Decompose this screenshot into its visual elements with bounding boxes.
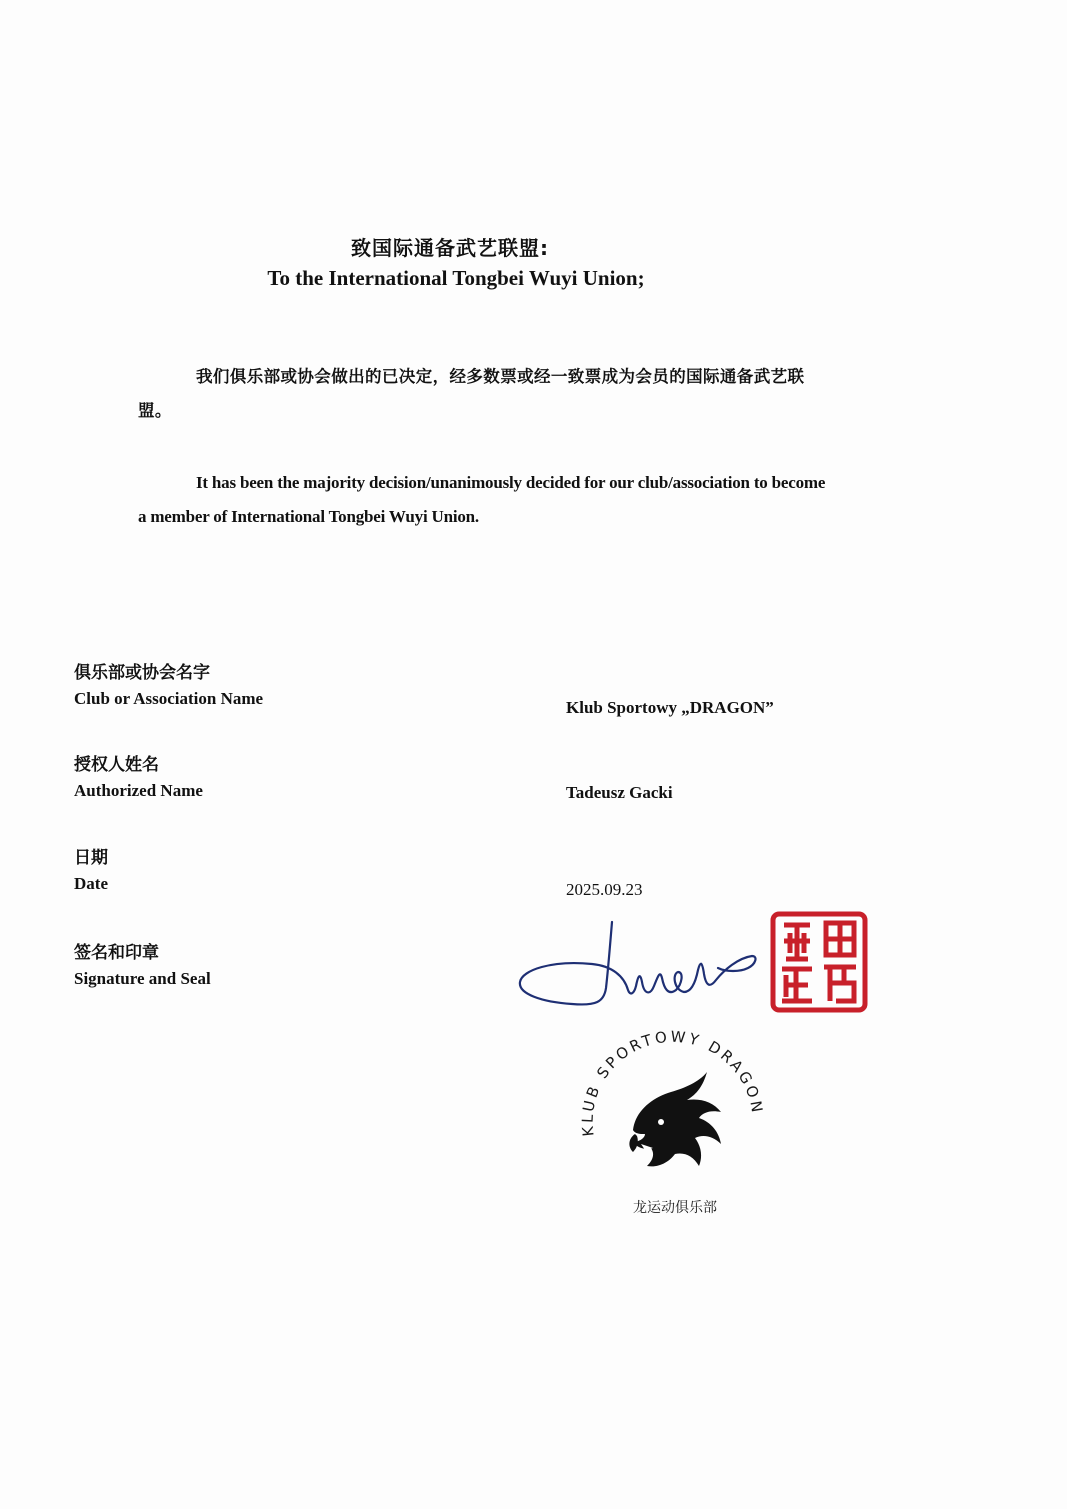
club-name-label-zh: 俱乐部或协会名字 [74, 663, 210, 683]
date-label-en: Date [74, 874, 108, 893]
authorized-name-label-en: Authorized Name [74, 781, 203, 800]
authorized-name-label [74, 752, 203, 804]
heading-english: To the International Tongbei Wuyi Union; [267, 266, 645, 290]
date-label-zh: 日期 [74, 848, 108, 868]
club-name-label-en: Club or Association Name [74, 689, 264, 708]
authorized-name-value: Tadeusz Gacki [566, 783, 673, 802]
logo-ring-text: KLUB SPORTOWY DRAGON [578, 1030, 767, 1138]
signature-label [74, 940, 211, 992]
club-name-label [74, 660, 263, 712]
red-seal-stamp [770, 911, 868, 1013]
handwritten-signature [512, 916, 762, 1016]
club-name-value: Klub Sportowy „DRAGON” [566, 698, 774, 717]
signature-label-en: Signature and Seal [74, 969, 211, 988]
heading-chinese: 致国际通备武艺联盟: [351, 236, 549, 260]
club-logo [575, 1030, 775, 1220]
date-label [74, 845, 108, 897]
paragraph-chinese: 我们俱乐部或协会做出的已决定，经多数票或经一致票成为会员的国际通备武艺联盟。 [138, 367, 805, 420]
date-value: 2025.09.23 [566, 880, 643, 899]
paragraph-english: It has been the majority decision/unanimously decided for our club/association to become a member of International Tongbei Wuyi Union. [138, 473, 826, 526]
authorized-name-label-zh: 授权人姓名 [74, 755, 159, 775]
signature-label-zh: 签名和印章 [74, 943, 159, 963]
logo-caption: 龙运动俱乐部 [633, 1200, 717, 1216]
dragon-head-icon [629, 1072, 721, 1166]
